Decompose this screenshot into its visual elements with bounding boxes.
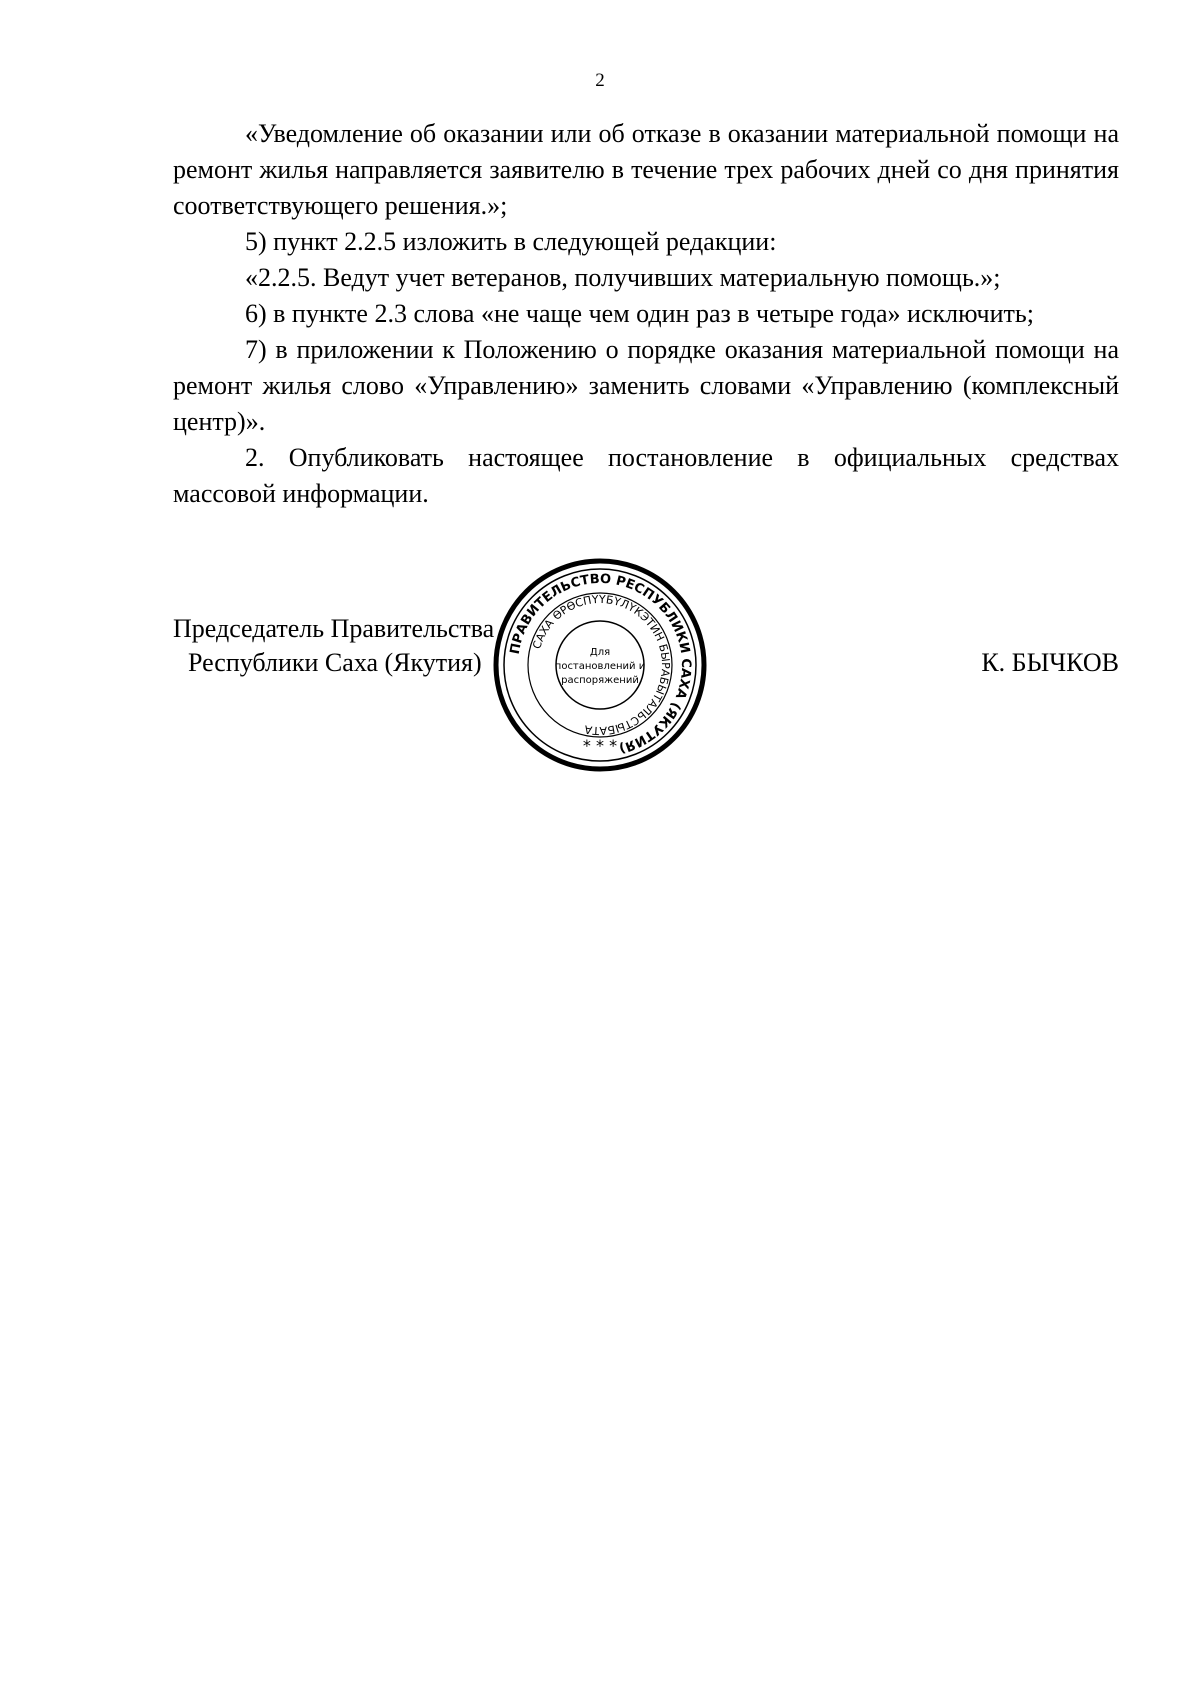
signatory-title-line2: Республики Саха (Якутия): [188, 648, 482, 677]
seal-inner-text: САХА ӨРӨСПҮҮБҮЛҮКЭТИН БЫРАБЫТАЛЬСТЫБАТА: [530, 592, 673, 738]
signatory-name: К. БЫЧКОВ: [981, 648, 1119, 677]
paragraph-publish: 2. Опубликовать настоящее постановление в официальных средствах массовой информации.: [173, 443, 1119, 508]
seal-outer-text: ПРАВИТЕЛЬСТВО РЕСПУБЛИКИ САХА (ЯКУТИЯ): [507, 571, 694, 756]
official-seal-stamp: [490, 555, 710, 775]
seal-center-line2: постановлений и: [554, 661, 646, 672]
seal-center-line1: Для: [589, 647, 611, 658]
signatory-title-line1: Председатель Правительства: [173, 614, 495, 643]
seal-stars: * * *: [582, 736, 618, 755]
paragraph-item-5: 5) пункт 2.2.5 изложить в следующей редакции:: [245, 227, 777, 256]
paragraph-notification: «Уведомление об оказании или об отказе в оказании материальной помощи на ремонт жилья направляется заявителю в течение трех рабочих дней со дня принятия соответствующего решения.»;: [173, 119, 1119, 220]
page-number: 2: [595, 70, 605, 91]
paragraph-item-2-2-5: «2.2.5. Ведут учет ветеранов, получивших материальную помощь.»;: [245, 263, 1001, 292]
seal-center-line3: распоряжений: [561, 675, 639, 686]
document-body: [173, 116, 1119, 512]
paragraph-item-6: 6) в пункте 2.3 слова «не чаще чем один раз в четыре года» исключить;: [245, 299, 1034, 328]
paragraph-item-7: 7) в приложении к Положению о порядке оказания материальной помощи на ремонт жилья слово «Управлению» заменить словами «Управлению (комплексный центр)».: [173, 335, 1119, 436]
